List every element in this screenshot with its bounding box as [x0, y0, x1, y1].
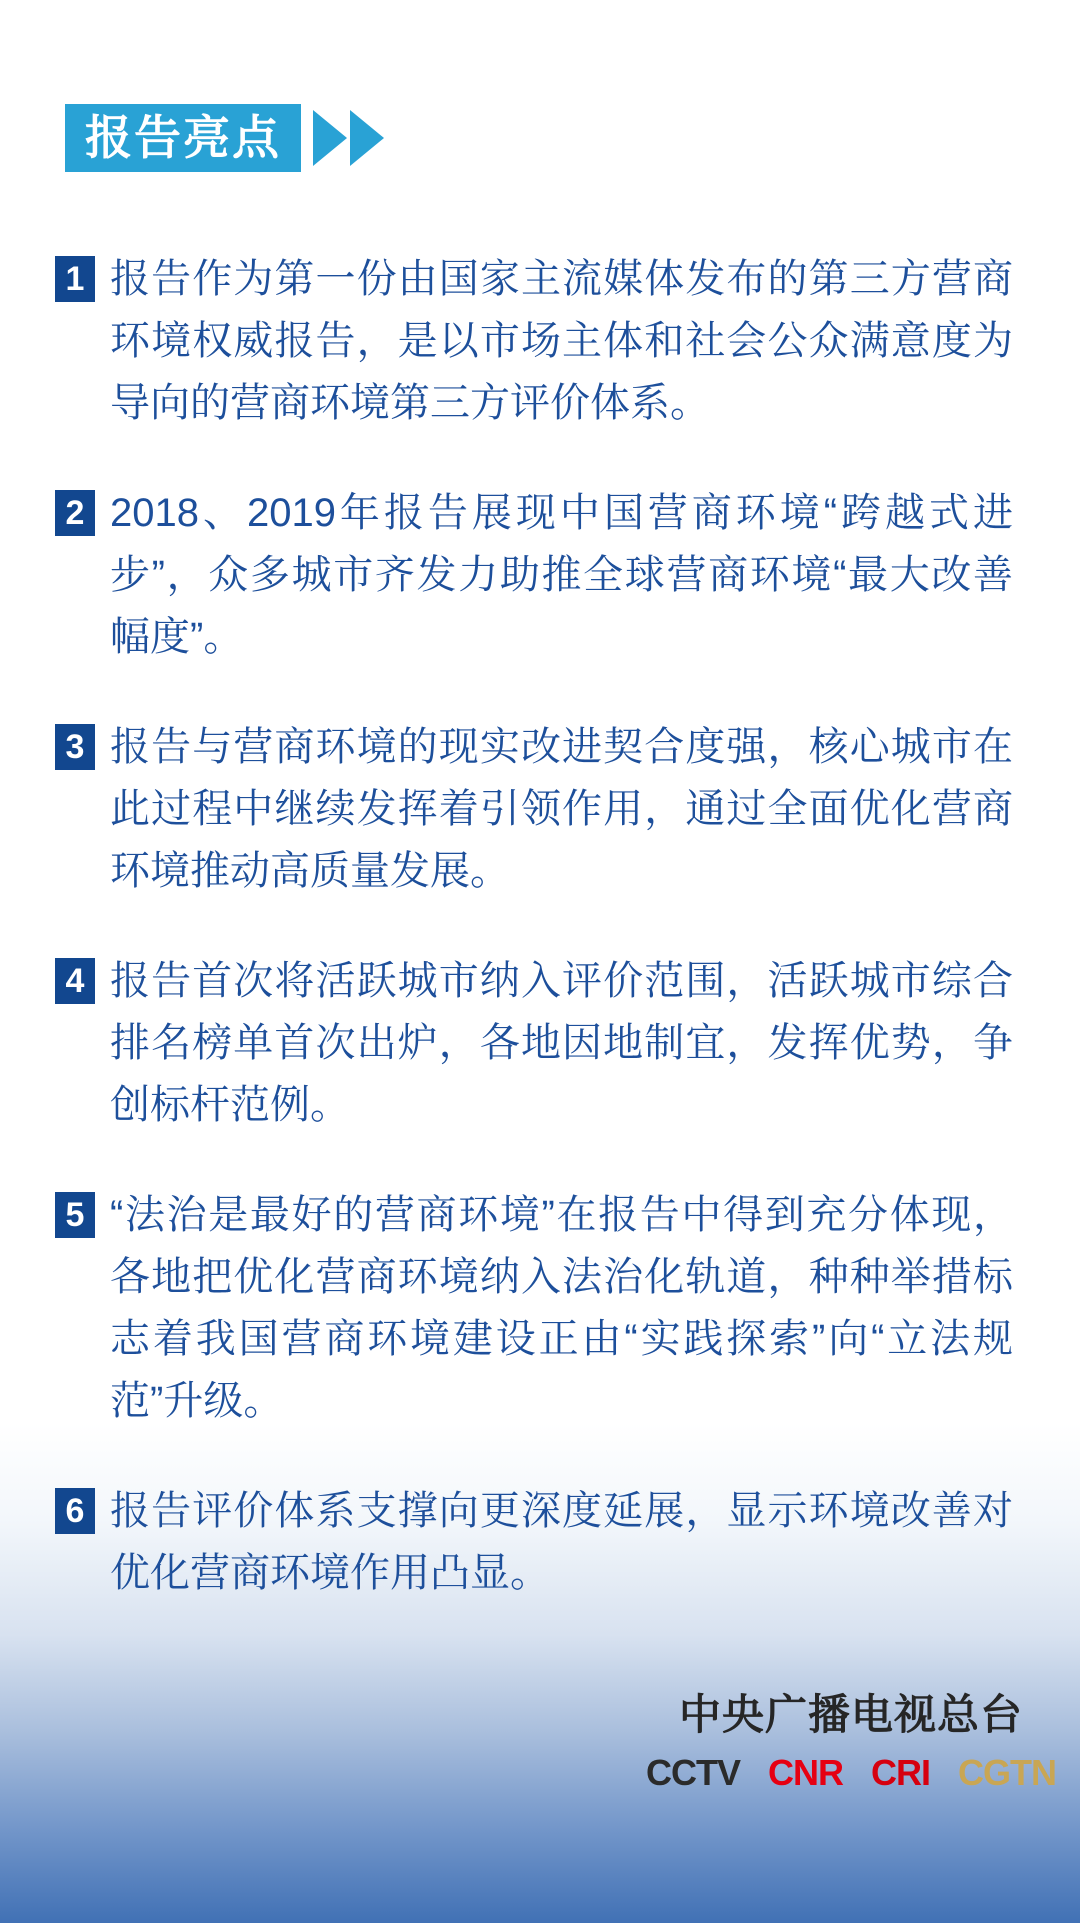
brand-logo: CRI	[871, 1752, 930, 1793]
item-text: “法治是最好的营商环境”在报告中得到充分体现，各地把优化营商环境纳入法治化轨道，种种举措标志着我国营商环境建设正由“实践探索”向“立法规范”升级。	[110, 1193, 1013, 1423]
item-text: 2018、2019年报告展现中国营商环境“跨越式进步”，众多城市齐发力助推全球营商环境“最大改善幅度”。	[110, 491, 1013, 659]
brand-logo: CNR	[768, 1752, 843, 1793]
highlight-item	[55, 950, 1013, 1136]
item-number-badge: 3	[55, 724, 95, 770]
highlight-item	[55, 1480, 1013, 1604]
item-number-badge: 2	[55, 490, 95, 536]
highlights-list	[55, 248, 1013, 1652]
item-number-badge: 1	[55, 256, 95, 302]
double-right-triangle-icon	[313, 110, 387, 166]
report-highlights-header	[65, 104, 387, 172]
highlight-item	[55, 482, 1013, 668]
brand-logo: CGTN	[958, 1752, 1056, 1793]
highlight-item	[55, 716, 1013, 902]
org-name: 中央广播电视总台	[678, 1691, 1023, 1738]
item-number-badge: 6	[55, 1488, 95, 1534]
item-text: 报告作为第一份由国家主流媒体发布的第三方营商环境权威报告，是以市场主体和社会公众满意度为导向的营商环境第三方评价体系。	[110, 257, 1013, 425]
item-number-badge: 5	[55, 1192, 95, 1238]
item-text: 报告评价体系支撑向更深度延展，显示环境改善对优化营商环境作用凸显。	[110, 1489, 1013, 1595]
highlight-item	[55, 248, 1013, 434]
footer	[646, 1682, 1056, 1794]
logos-row	[646, 1752, 1056, 1794]
right-triangle-icon	[313, 110, 347, 166]
item-number-badge: 4	[55, 958, 95, 1004]
brand-logo: CCTV	[646, 1752, 740, 1793]
page-title: 报告亮点	[65, 104, 301, 172]
highlight-item	[55, 1184, 1013, 1432]
right-triangle-icon	[350, 110, 384, 166]
item-text: 报告首次将活跃城市纳入评价范围，活跃城市综合排名榜单首次出炉，各地因地制宜，发挥优势，争创标杆范例。	[110, 959, 1013, 1127]
item-text: 报告与营商环境的现实改进契合度强，核心城市在此过程中继续发挥着引领作用，通过全面优化营商环境推动高质量发展。	[110, 725, 1013, 893]
